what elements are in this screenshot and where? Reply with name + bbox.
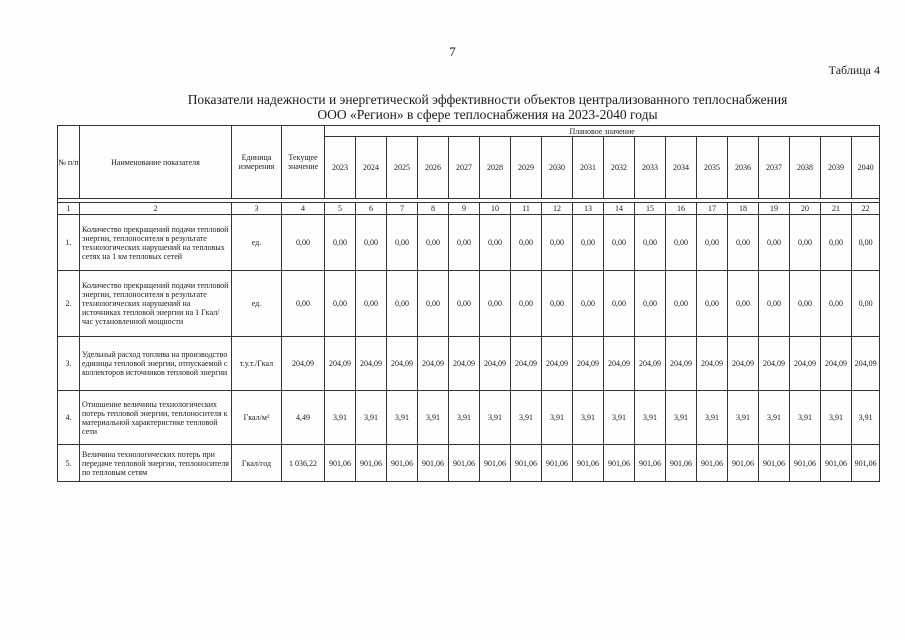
indicator-name: Удельный расход топлива на производство единицы тепловой энергии, отпускаемой с коллекторов источников тепловой энергии: [80, 337, 232, 391]
planned-value: 204,09: [480, 337, 511, 391]
planned-value: 0,00: [790, 271, 821, 337]
planned-value: 901,06: [449, 445, 480, 482]
column-number-cell: 5: [325, 203, 356, 215]
table-row: [58, 391, 880, 445]
planned-value: 204,09: [852, 337, 880, 391]
planned-value: 0,00: [449, 271, 480, 337]
column-number-cell: 13: [573, 203, 604, 215]
planned-value: 0,00: [852, 215, 880, 271]
planned-value: 0,00: [356, 215, 387, 271]
planned-value: 204,09: [635, 337, 666, 391]
planned-value: 901,06: [480, 445, 511, 482]
planned-value: 901,06: [604, 445, 635, 482]
planned-value: 0,00: [759, 271, 790, 337]
planned-value: 0,00: [821, 215, 852, 271]
planned-value: 901,06: [697, 445, 728, 482]
year-header-cell: 2024: [356, 137, 387, 199]
planned-value: 3,91: [325, 391, 356, 445]
planned-value: 901,06: [821, 445, 852, 482]
column-number-cell: 10: [480, 203, 511, 215]
planned-value: 0,00: [604, 271, 635, 337]
row-number: 4.: [58, 391, 80, 445]
header-name: Наименование показателя: [80, 126, 232, 199]
planned-value: 3,91: [387, 391, 418, 445]
column-number-cell: 19: [759, 203, 790, 215]
planned-value: 901,06: [418, 445, 449, 482]
column-number-cell: 6: [356, 203, 387, 215]
planned-value: 204,09: [418, 337, 449, 391]
planned-value: 0,00: [542, 215, 573, 271]
planned-value: 204,09: [821, 337, 852, 391]
current-value: 0,00: [282, 271, 325, 337]
column-number-cell: 2: [80, 203, 232, 215]
header-num: № п/п: [58, 126, 80, 199]
planned-value: 0,00: [573, 271, 604, 337]
column-number-cell: 15: [635, 203, 666, 215]
planned-value: 204,09: [666, 337, 697, 391]
year-header-cell: 2037: [759, 137, 790, 199]
unit-cell: Гкал/м²: [232, 391, 282, 445]
column-number-cell: 17: [697, 203, 728, 215]
planned-value: 204,09: [697, 337, 728, 391]
planned-value: 204,09: [511, 337, 542, 391]
year-header-cell: 2036: [728, 137, 759, 199]
planned-value: 901,06: [387, 445, 418, 482]
indicator-name: Отношение величины технологических потерь тепловой энергии, теплоносителя к материальной характеристике тепловой сети: [80, 391, 232, 445]
planned-value: 901,06: [356, 445, 387, 482]
year-header-cell: 2033: [635, 137, 666, 199]
planned-value: 3,91: [697, 391, 728, 445]
planned-value: 901,06: [759, 445, 790, 482]
planned-value: 0,00: [387, 271, 418, 337]
column-number-cell: 20: [790, 203, 821, 215]
year-header-cell: 2026: [418, 137, 449, 199]
planned-value: 901,06: [635, 445, 666, 482]
planned-value: 0,00: [418, 271, 449, 337]
planned-value: 0,00: [511, 271, 542, 337]
column-number-cell: 8: [418, 203, 449, 215]
planned-value: 901,06: [728, 445, 759, 482]
indicator-name: Количество прекращений подачи тепловой энергии, теплоносителя в результате технологических нарушений на тепловых сетях на 1 км тепловых сетей: [80, 215, 232, 271]
planned-value: 901,06: [852, 445, 880, 482]
current-value: 0,00: [282, 215, 325, 271]
planned-value: 0,00: [325, 271, 356, 337]
unit-cell: ед.: [232, 215, 282, 271]
planned-value: 204,09: [325, 337, 356, 391]
planned-value: 3,91: [635, 391, 666, 445]
year-header-cell: 2040: [852, 137, 880, 199]
planned-value: 3,91: [511, 391, 542, 445]
planned-value: 0,00: [697, 271, 728, 337]
planned-value: 204,09: [790, 337, 821, 391]
planned-value: 3,91: [573, 391, 604, 445]
row-number: 3.: [58, 337, 80, 391]
planned-value: 0,00: [511, 215, 542, 271]
current-value: 1 036,22: [282, 445, 325, 482]
planned-value: 204,09: [542, 337, 573, 391]
planned-value: 0,00: [759, 215, 790, 271]
column-number-cell: 12: [542, 203, 573, 215]
column-number-cell: 18: [728, 203, 759, 215]
column-number-cell: 7: [387, 203, 418, 215]
year-header-cell: 2035: [697, 137, 728, 199]
column-number-cell: 21: [821, 203, 852, 215]
planned-value: 0,00: [449, 215, 480, 271]
planned-value: 204,09: [387, 337, 418, 391]
planned-value: 3,91: [852, 391, 880, 445]
year-header-cell: 2028: [480, 137, 511, 199]
planned-value: 901,06: [511, 445, 542, 482]
year-header-cell: 2029: [511, 137, 542, 199]
planned-value: 0,00: [387, 215, 418, 271]
header-unit: Единица измерения: [232, 126, 282, 199]
planned-value: 0,00: [728, 215, 759, 271]
planned-value: 0,00: [635, 215, 666, 271]
indicator-name: Количество прекращений подачи тепловой энергии, теплоносителя в результате технологических нарушений на источниках тепловой энергии на 1 Гкал/час установленной мощности: [80, 271, 232, 337]
planned-value: 0,00: [666, 271, 697, 337]
table-row: [58, 445, 880, 482]
planned-value: 0,00: [666, 215, 697, 271]
column-number-cell: 14: [604, 203, 635, 215]
year-header-cell: 2031: [573, 137, 604, 199]
planned-value: 3,91: [449, 391, 480, 445]
planned-value: 3,91: [418, 391, 449, 445]
page-number: 7: [449, 44, 456, 59]
planned-value: 3,91: [666, 391, 697, 445]
table-label: Таблица 4: [828, 63, 880, 77]
planned-value: 3,91: [356, 391, 387, 445]
table-row: [58, 337, 880, 391]
current-value: 204,09: [282, 337, 325, 391]
planned-value: 901,06: [542, 445, 573, 482]
planned-value: 3,91: [480, 391, 511, 445]
planned-value: 3,91: [728, 391, 759, 445]
planned-value: 3,91: [790, 391, 821, 445]
year-header-cell: 2038: [790, 137, 821, 199]
header-planned: Плановое значение: [325, 126, 880, 137]
planned-value: 3,91: [821, 391, 852, 445]
planned-value: 204,09: [356, 337, 387, 391]
table-body: [58, 215, 880, 482]
row-number: 5.: [58, 445, 80, 482]
planned-value: 3,91: [604, 391, 635, 445]
planned-value: 0,00: [728, 271, 759, 337]
planned-value: 0,00: [573, 215, 604, 271]
planned-value: 204,09: [759, 337, 790, 391]
header-current: Текущее значение: [282, 126, 325, 199]
planned-value: 0,00: [480, 271, 511, 337]
column-number-cell: 16: [666, 203, 697, 215]
planned-value: 901,06: [666, 445, 697, 482]
year-header-cell: 2030: [542, 137, 573, 199]
planned-value: 0,00: [821, 271, 852, 337]
planned-value: 901,06: [325, 445, 356, 482]
current-value: 4,49: [282, 391, 325, 445]
planned-value: 901,06: [790, 445, 821, 482]
planned-value: 3,91: [759, 391, 790, 445]
column-number-cell: 22: [852, 203, 880, 215]
planned-value: 0,00: [604, 215, 635, 271]
unit-cell: ед.: [232, 271, 282, 337]
planned-value: 0,00: [480, 215, 511, 271]
planned-value: 0,00: [852, 271, 880, 337]
year-header-cell: 2023: [325, 137, 356, 199]
row-number: 1.: [58, 215, 80, 271]
indicators-table: [57, 125, 880, 482]
year-header-cell: 2025: [387, 137, 418, 199]
planned-value: 0,00: [697, 215, 728, 271]
planned-value: 3,91: [542, 391, 573, 445]
planned-value: 204,09: [449, 337, 480, 391]
column-number-cell: 4: [282, 203, 325, 215]
unit-cell: Гкал/год: [232, 445, 282, 482]
unit-cell: т.у.т./Гкал: [232, 337, 282, 391]
year-header-cell: 2027: [449, 137, 480, 199]
planned-value: 0,00: [542, 271, 573, 337]
column-number-row: [58, 203, 880, 215]
column-number-cell: 11: [511, 203, 542, 215]
title-line-2: ООО «Регион» в сфере теплоснабжения на 2023-2040 годы: [317, 107, 658, 122]
planned-value: 204,09: [573, 337, 604, 391]
planned-value: 0,00: [418, 215, 449, 271]
planned-value: 0,00: [635, 271, 666, 337]
column-number-cell: 3: [232, 203, 282, 215]
row-number: 2.: [58, 271, 80, 337]
year-header-cell: 2039: [821, 137, 852, 199]
planned-value: 0,00: [790, 215, 821, 271]
table-row: [58, 215, 880, 271]
indicator-name: Величина технологических потерь при передаче тепловой энергии, теплоносителя по тепловым сетям: [80, 445, 232, 482]
year-header-cell: 2032: [604, 137, 635, 199]
table-row: [58, 271, 880, 337]
planned-value: 0,00: [325, 215, 356, 271]
column-number-cell: 9: [449, 203, 480, 215]
planned-value: 0,00: [356, 271, 387, 337]
year-header-cell: 2034: [666, 137, 697, 199]
column-number-cell: 1: [58, 203, 80, 215]
planned-value: 204,09: [728, 337, 759, 391]
title-line-1: Показатели надежности и энергетической эффективности объектов централизованного теплоснабжения: [187, 92, 788, 107]
planned-value: 204,09: [604, 337, 635, 391]
document-title: [85, 92, 890, 122]
planned-value: 901,06: [573, 445, 604, 482]
